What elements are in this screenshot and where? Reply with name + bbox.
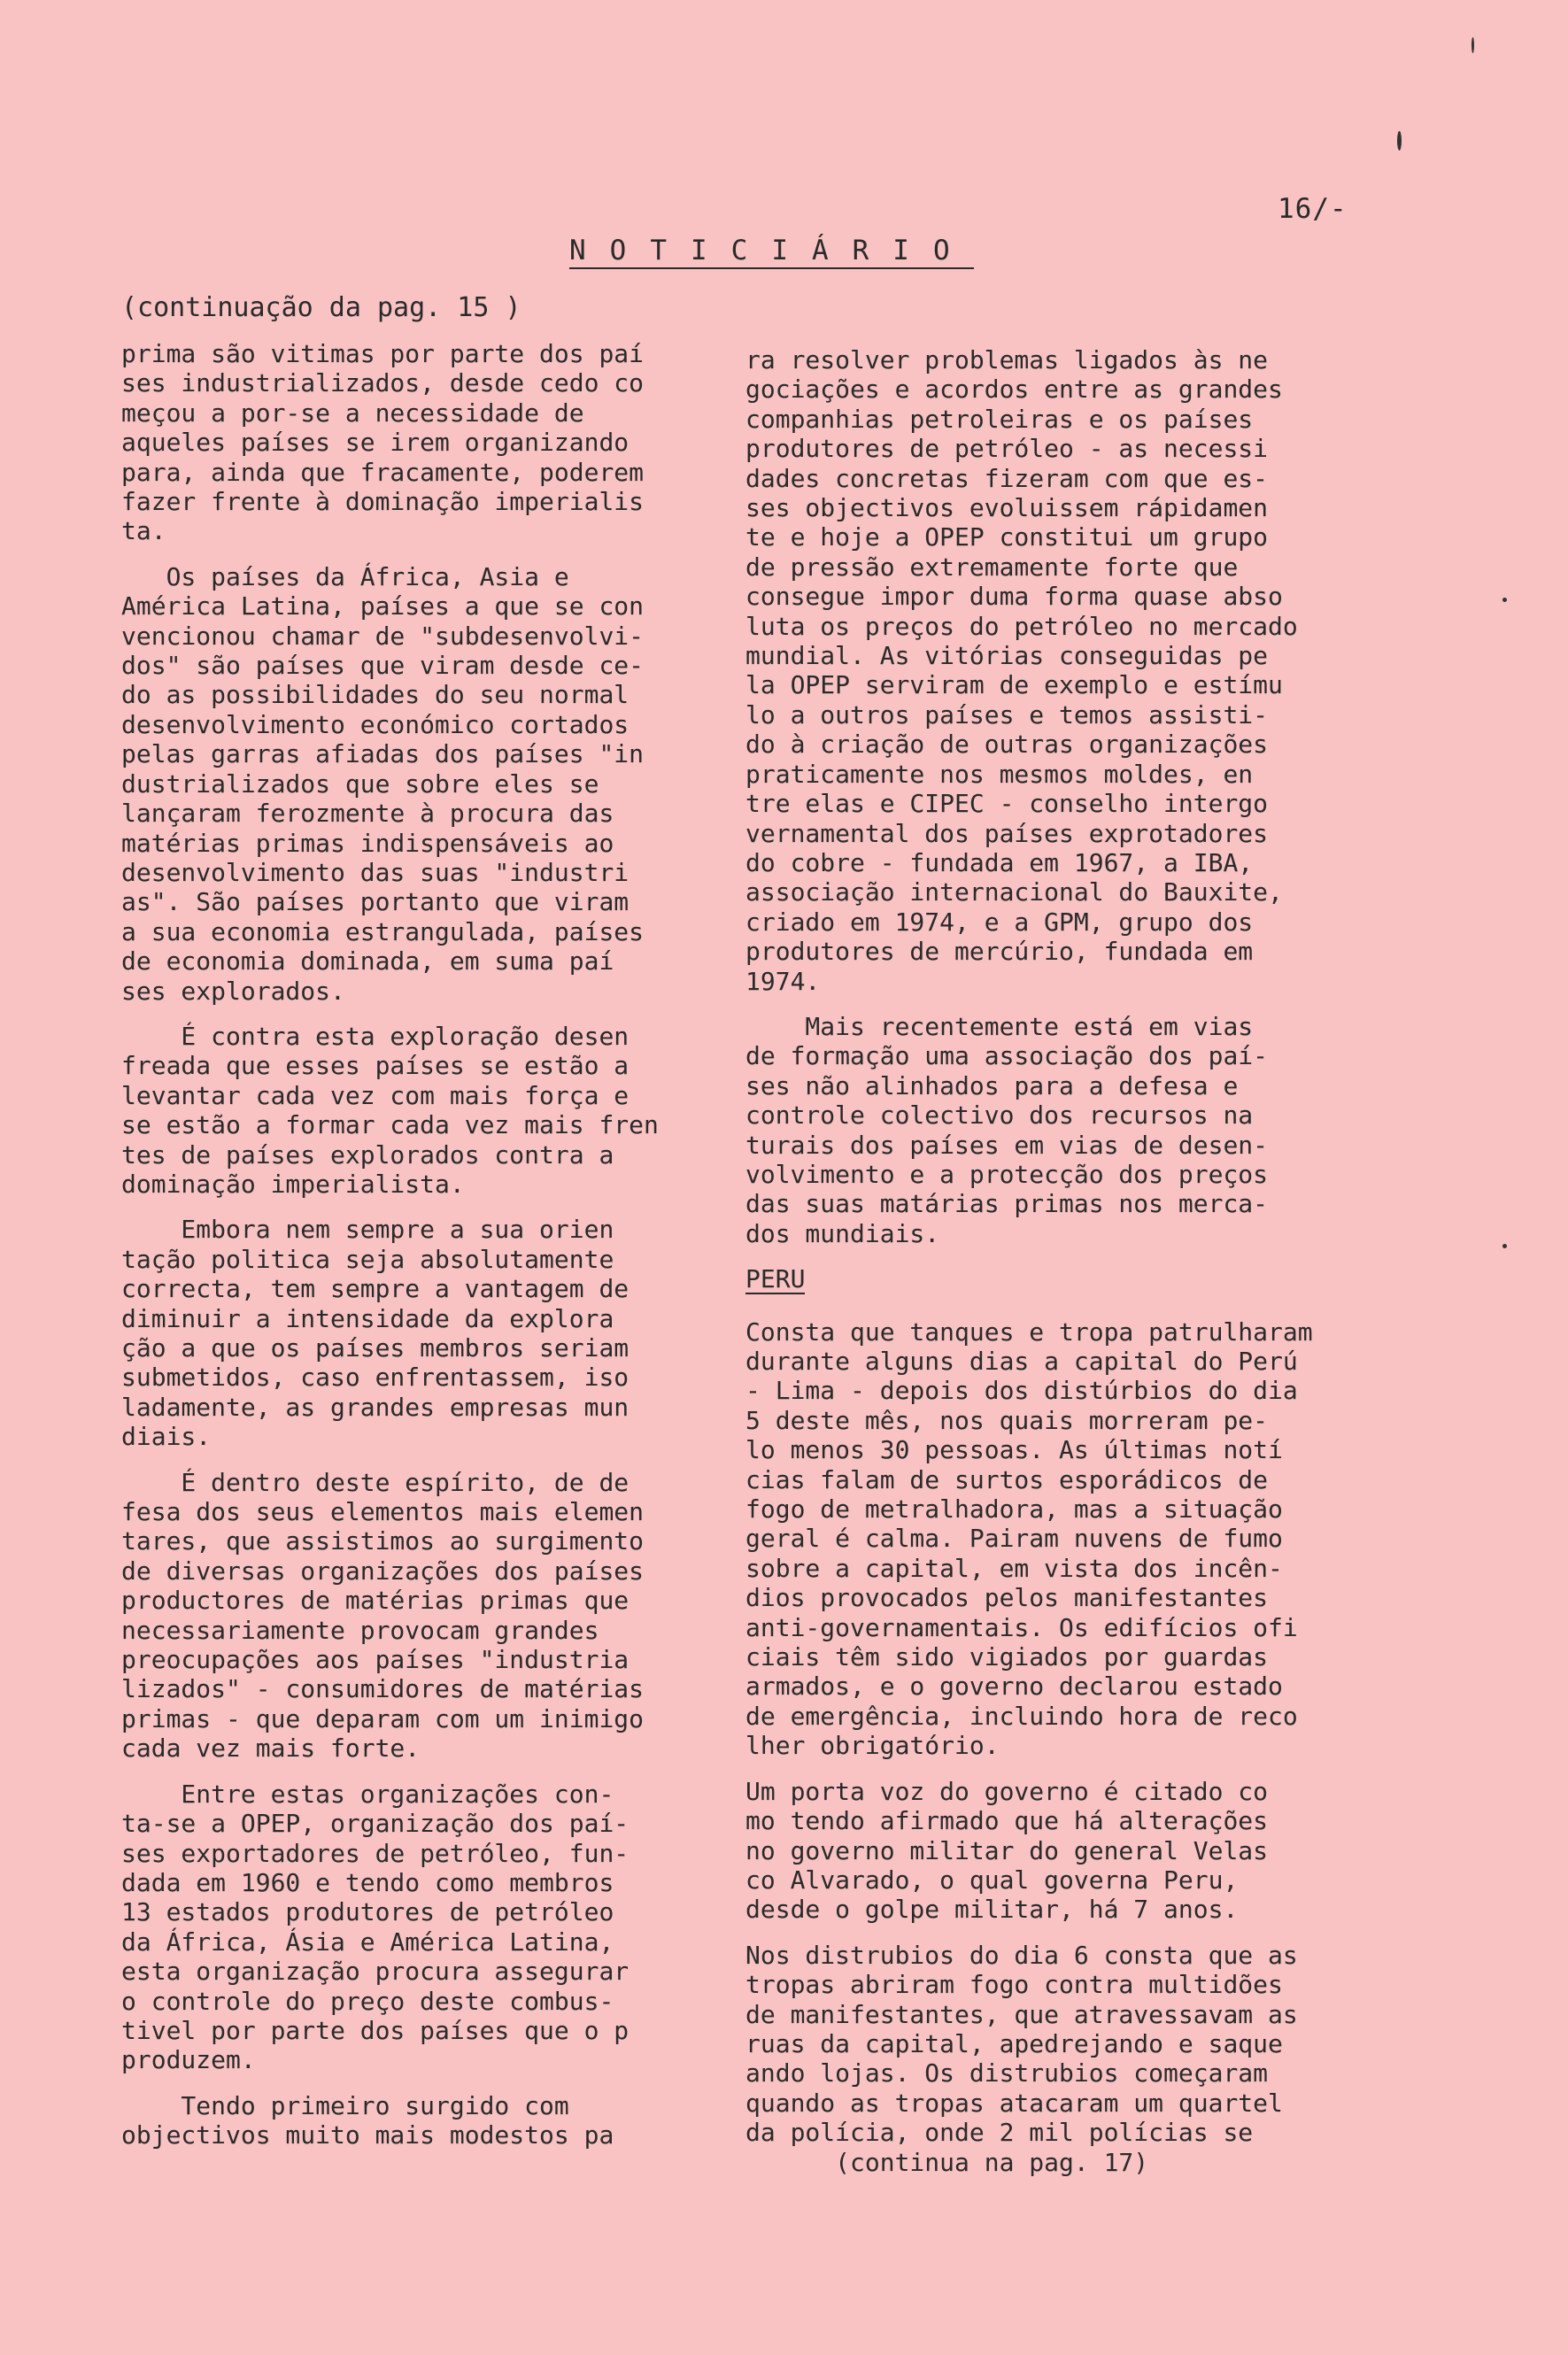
text-line: sobre a capital, em vista dos incên- bbox=[745, 1553, 1283, 1583]
continues-to-note: (continua na pag. 17) bbox=[745, 2147, 1149, 2177]
text-line: freada que esses países se estão a bbox=[121, 1051, 630, 1081]
text-line: lo menos 30 pessoas. As últimas notí bbox=[745, 1435, 1283, 1465]
text-line: ladamente, as grandes empresas mun bbox=[121, 1392, 630, 1422]
text-line: fogo de metralhadora, mas a situação bbox=[745, 1494, 1283, 1525]
paragraph bbox=[121, 339, 697, 546]
text-line: desenvolvimento das suas "industri bbox=[121, 857, 630, 887]
text-line: quando as tropas atacaram um quartel bbox=[745, 2088, 1283, 2118]
text-line: anti-governamentais. Os edifícios ofi bbox=[745, 1612, 1298, 1642]
text-line: mundial. As vitórias conseguidas pe bbox=[745, 641, 1269, 671]
text-line: se estão a formar cada vez mais fren bbox=[121, 1110, 659, 1140]
text-line: primas - que deparam com um inimigo bbox=[121, 1703, 645, 1733]
text-line: armados, e o governo declarou estado bbox=[745, 1672, 1283, 1702]
text-line: produtores de petróleo - as necessi bbox=[745, 434, 1269, 464]
text-line: Nos distrubios do dia 6 consta que as bbox=[745, 1940, 1298, 1970]
text-line: durante alguns dias a capital do Perú bbox=[745, 1347, 1298, 1376]
text-line: aqueles países se irem organizando bbox=[121, 428, 630, 458]
text-line: Entre estas organizações con- bbox=[121, 1779, 614, 1809]
paragraph bbox=[121, 1215, 697, 1451]
text-line: fazer frente à dominação imperialis bbox=[121, 487, 645, 517]
paper-speck bbox=[1471, 37, 1474, 53]
text-line: cada vez mais forte. bbox=[121, 1733, 421, 1764]
text-line: lançaram ferozmente à procura das bbox=[121, 799, 614, 829]
text-line: pelas garras afiadas dos países "in bbox=[121, 739, 645, 769]
masthead-title: NOTICIÁRIO bbox=[569, 236, 974, 269]
paragraph bbox=[745, 1012, 1365, 1248]
text-line: gociações e acordos entre as grandes bbox=[745, 374, 1283, 405]
text-line: objectivos muito mais modestos pa bbox=[121, 2120, 614, 2150]
text-line: co Alvarado, o qual governa Peru, bbox=[745, 1865, 1239, 1895]
text-line: lher obrigatório. bbox=[745, 1731, 1000, 1761]
text-line: tivel por parte dos países que o p bbox=[121, 2015, 630, 2045]
text-line: da África, Ásia e América Latina, bbox=[121, 1926, 614, 1957]
text-line: tares, que assistimos ao surgimento bbox=[121, 1526, 645, 1556]
text-line: tropas abriram fogo contra multidões bbox=[745, 1970, 1283, 2000]
text-line: tação politica seja absolutamente bbox=[121, 1244, 614, 1274]
text-line: associação internacional do Bauxite, bbox=[745, 877, 1283, 907]
text-line: vencionou chamar de "subdesenvolvi- bbox=[121, 621, 645, 651]
paragraph bbox=[121, 2091, 697, 2150]
text-line: Consta que tanques e tropa patrulharam bbox=[745, 1316, 1313, 1347]
paragraph bbox=[745, 1777, 1365, 1925]
section-heading-peru: PERU bbox=[745, 1264, 806, 1294]
text-line: lizados" - consumidores de matérias bbox=[121, 1674, 645, 1704]
text-line: ses exportadores de petróleo, fun- bbox=[121, 1838, 630, 1868]
text-line: vernamental dos países exprotadores bbox=[745, 818, 1269, 848]
paragraph bbox=[121, 1022, 697, 1199]
text-line: controle colectivo dos recursos na bbox=[745, 1100, 1254, 1131]
text-line: ta-se a OPEP, organização dos paí- bbox=[121, 1809, 630, 1839]
text-line: dos mundiais. bbox=[745, 1218, 940, 1248]
text-line: turais dos países em vias de desen- bbox=[745, 1130, 1269, 1160]
text-line: praticamente nos mesmos moldes, en bbox=[745, 759, 1254, 789]
text-line: submetidos, caso enfrentassem, iso bbox=[121, 1363, 630, 1393]
text-line: mo tendo afirmado que há alterações bbox=[745, 1806, 1269, 1836]
text-line: no governo militar do general Velas bbox=[745, 1835, 1269, 1865]
right-column-peru-section bbox=[745, 1317, 1365, 2148]
text-line: fesa dos seus elementos mais elemen bbox=[121, 1497, 645, 1527]
text-line: da polícia, onde 2 mil polícias se bbox=[745, 2118, 1254, 2148]
text-line: ses objectivos evoluissem rápidamen bbox=[745, 493, 1269, 523]
text-line: ruas da capital, apedrejando e saque bbox=[745, 2028, 1283, 2058]
text-line: É dentro deste espírito, de de bbox=[121, 1467, 630, 1497]
text-line: ção a que os países membros seriam bbox=[121, 1333, 630, 1363]
text-line: América Latina, países a que se con bbox=[121, 591, 645, 622]
paragraph bbox=[121, 562, 697, 1006]
text-line: do à criação de outras organizações bbox=[745, 730, 1269, 760]
text-line: de pressão extremamente forte que bbox=[745, 552, 1239, 582]
text-line: dada em 1960 e tendo como membros bbox=[121, 1867, 614, 1897]
text-line: preocupações aos países "industria bbox=[121, 1645, 630, 1675]
text-line: dominação imperialista. bbox=[121, 1169, 465, 1199]
text-line: de diversas organizações dos países bbox=[121, 1556, 645, 1586]
text-line: ses não alinhados para a defesa e bbox=[745, 1070, 1239, 1100]
text-line: - Lima - depois dos distúrbios do dia bbox=[745, 1376, 1298, 1406]
text-line: dios provocados pelos manifestantes bbox=[745, 1583, 1269, 1613]
text-line: as". São países portanto que viram bbox=[121, 887, 630, 917]
left-column bbox=[121, 339, 697, 2150]
text-line: ra resolver problemas ligados às ne bbox=[745, 345, 1269, 374]
text-line: criado em 1974, e a GPM, grupo dos bbox=[745, 907, 1254, 937]
right-column-intro bbox=[745, 345, 1365, 1248]
text-line: volvimento e a protecção dos preços bbox=[745, 1159, 1269, 1189]
text-line: dos" são países que viram desde ce- bbox=[121, 651, 645, 681]
paragraph bbox=[745, 1941, 1365, 2148]
text-line: tes de países explorados contra a bbox=[121, 1139, 614, 1170]
text-line: meçou a por-se a necessidade de bbox=[121, 398, 584, 428]
text-line: o controle do preço deste combus- bbox=[121, 1986, 614, 2016]
text-line: 13 estados produtores de petróleo bbox=[121, 1897, 614, 1927]
text-line: la OPEP serviram de exemplo e estímu bbox=[745, 670, 1283, 700]
text-line: matérias primas indispensáveis ao bbox=[121, 828, 614, 858]
paragraph bbox=[121, 1468, 697, 1764]
text-line: tre elas e CIPEC - conselho intergo bbox=[745, 789, 1269, 819]
text-line: consegue impor duma forma quase abso bbox=[745, 582, 1283, 612]
text-line: produtores de mercúrio, fundada em bbox=[745, 937, 1254, 967]
text-line: das suas matárias primas nos merca- bbox=[745, 1189, 1269, 1219]
right-column bbox=[745, 345, 1365, 2177]
text-line: ta. bbox=[121, 516, 166, 546]
text-line: companhias petroleiras e os países bbox=[745, 404, 1254, 434]
text-line: prima são vitimas por parte dos paí bbox=[121, 339, 645, 368]
paragraph bbox=[121, 1780, 697, 2075]
text-line: correcta, tem sempre a vantagem de bbox=[121, 1274, 630, 1304]
text-line: ses industrializados, desde cedo co bbox=[121, 368, 645, 398]
text-line: esta organização procura assegurar bbox=[121, 1957, 630, 1987]
text-line: desde o golpe militar, há 7 anos. bbox=[745, 1895, 1239, 1925]
text-line: ciais têm sido vigiados por guardas bbox=[745, 1642, 1269, 1672]
text-line: É contra esta exploração desen bbox=[121, 1021, 630, 1051]
paper-speck bbox=[1502, 598, 1507, 602]
text-line: de economia dominada, em suma paí bbox=[121, 946, 614, 977]
text-line: luta os preços do petróleo no mercado bbox=[745, 611, 1298, 641]
text-line: de emergência, incluindo hora de reco bbox=[745, 1701, 1298, 1731]
text-line: geral é calma. Pairam nuvens de fumo bbox=[745, 1524, 1283, 1554]
text-line: 5 deste mês, nos quais morreram pe- bbox=[745, 1405, 1269, 1435]
text-line: Tendo primeiro surgido com bbox=[121, 2090, 569, 2120]
text-line: Mais recentemente está em vias bbox=[745, 1011, 1254, 1041]
text-line: ses explorados. bbox=[121, 976, 345, 1006]
paper-speck bbox=[1397, 131, 1402, 151]
text-line: do as possibilidades do seu normal bbox=[121, 680, 630, 710]
text-line: Um porta voz do governo é citado co bbox=[745, 1776, 1269, 1806]
text-line: produzem. bbox=[121, 2045, 256, 2075]
paper-speck bbox=[1502, 1244, 1507, 1248]
text-line: diminuir a intensidade da explora bbox=[121, 1303, 614, 1333]
text-line: ando lojas. Os distrubios começaram bbox=[745, 2058, 1269, 2089]
paragraph bbox=[745, 1317, 1365, 1761]
text-line: Os países da África, Asia e bbox=[121, 561, 569, 591]
text-line: Embora nem sempre a sua orien bbox=[121, 1215, 614, 1245]
text-line: para, ainda que fracamente, poderem bbox=[121, 457, 645, 487]
text-line: dades concretas fizeram com que es- bbox=[745, 463, 1269, 493]
text-line: lo a outros países e temos assisti- bbox=[745, 699, 1269, 730]
text-line: 1974. bbox=[745, 966, 821, 996]
text-line: te e hoje a OPEP constitui um grupo bbox=[745, 522, 1269, 552]
text-line: dustrializados que sobre eles se bbox=[121, 768, 599, 799]
text-line: cias falam de surtos esporádicos de bbox=[745, 1464, 1269, 1494]
text-line: levantar cada vez com mais força e bbox=[121, 1080, 630, 1110]
text-line: de formação uma associação dos paí- bbox=[745, 1041, 1269, 1071]
text-line: a sua economia estrangulada, países bbox=[121, 916, 645, 946]
continued-from-note: (continuação da pag. 15 ) bbox=[121, 292, 521, 323]
text-line: necessariamente provocam grandes bbox=[121, 1615, 599, 1645]
page-number: 16/- bbox=[1278, 193, 1348, 225]
text-line: de manifestantes, que atravessavam as bbox=[745, 1999, 1298, 2029]
text-line: productores de matérias primas que bbox=[121, 1586, 630, 1616]
text-line: do cobre - fundada em 1967, a IBA, bbox=[745, 847, 1254, 877]
text-line: desenvolvimento económico cortados bbox=[121, 709, 630, 739]
paragraph bbox=[745, 345, 1365, 996]
text-line: diais. bbox=[121, 1422, 212, 1452]
